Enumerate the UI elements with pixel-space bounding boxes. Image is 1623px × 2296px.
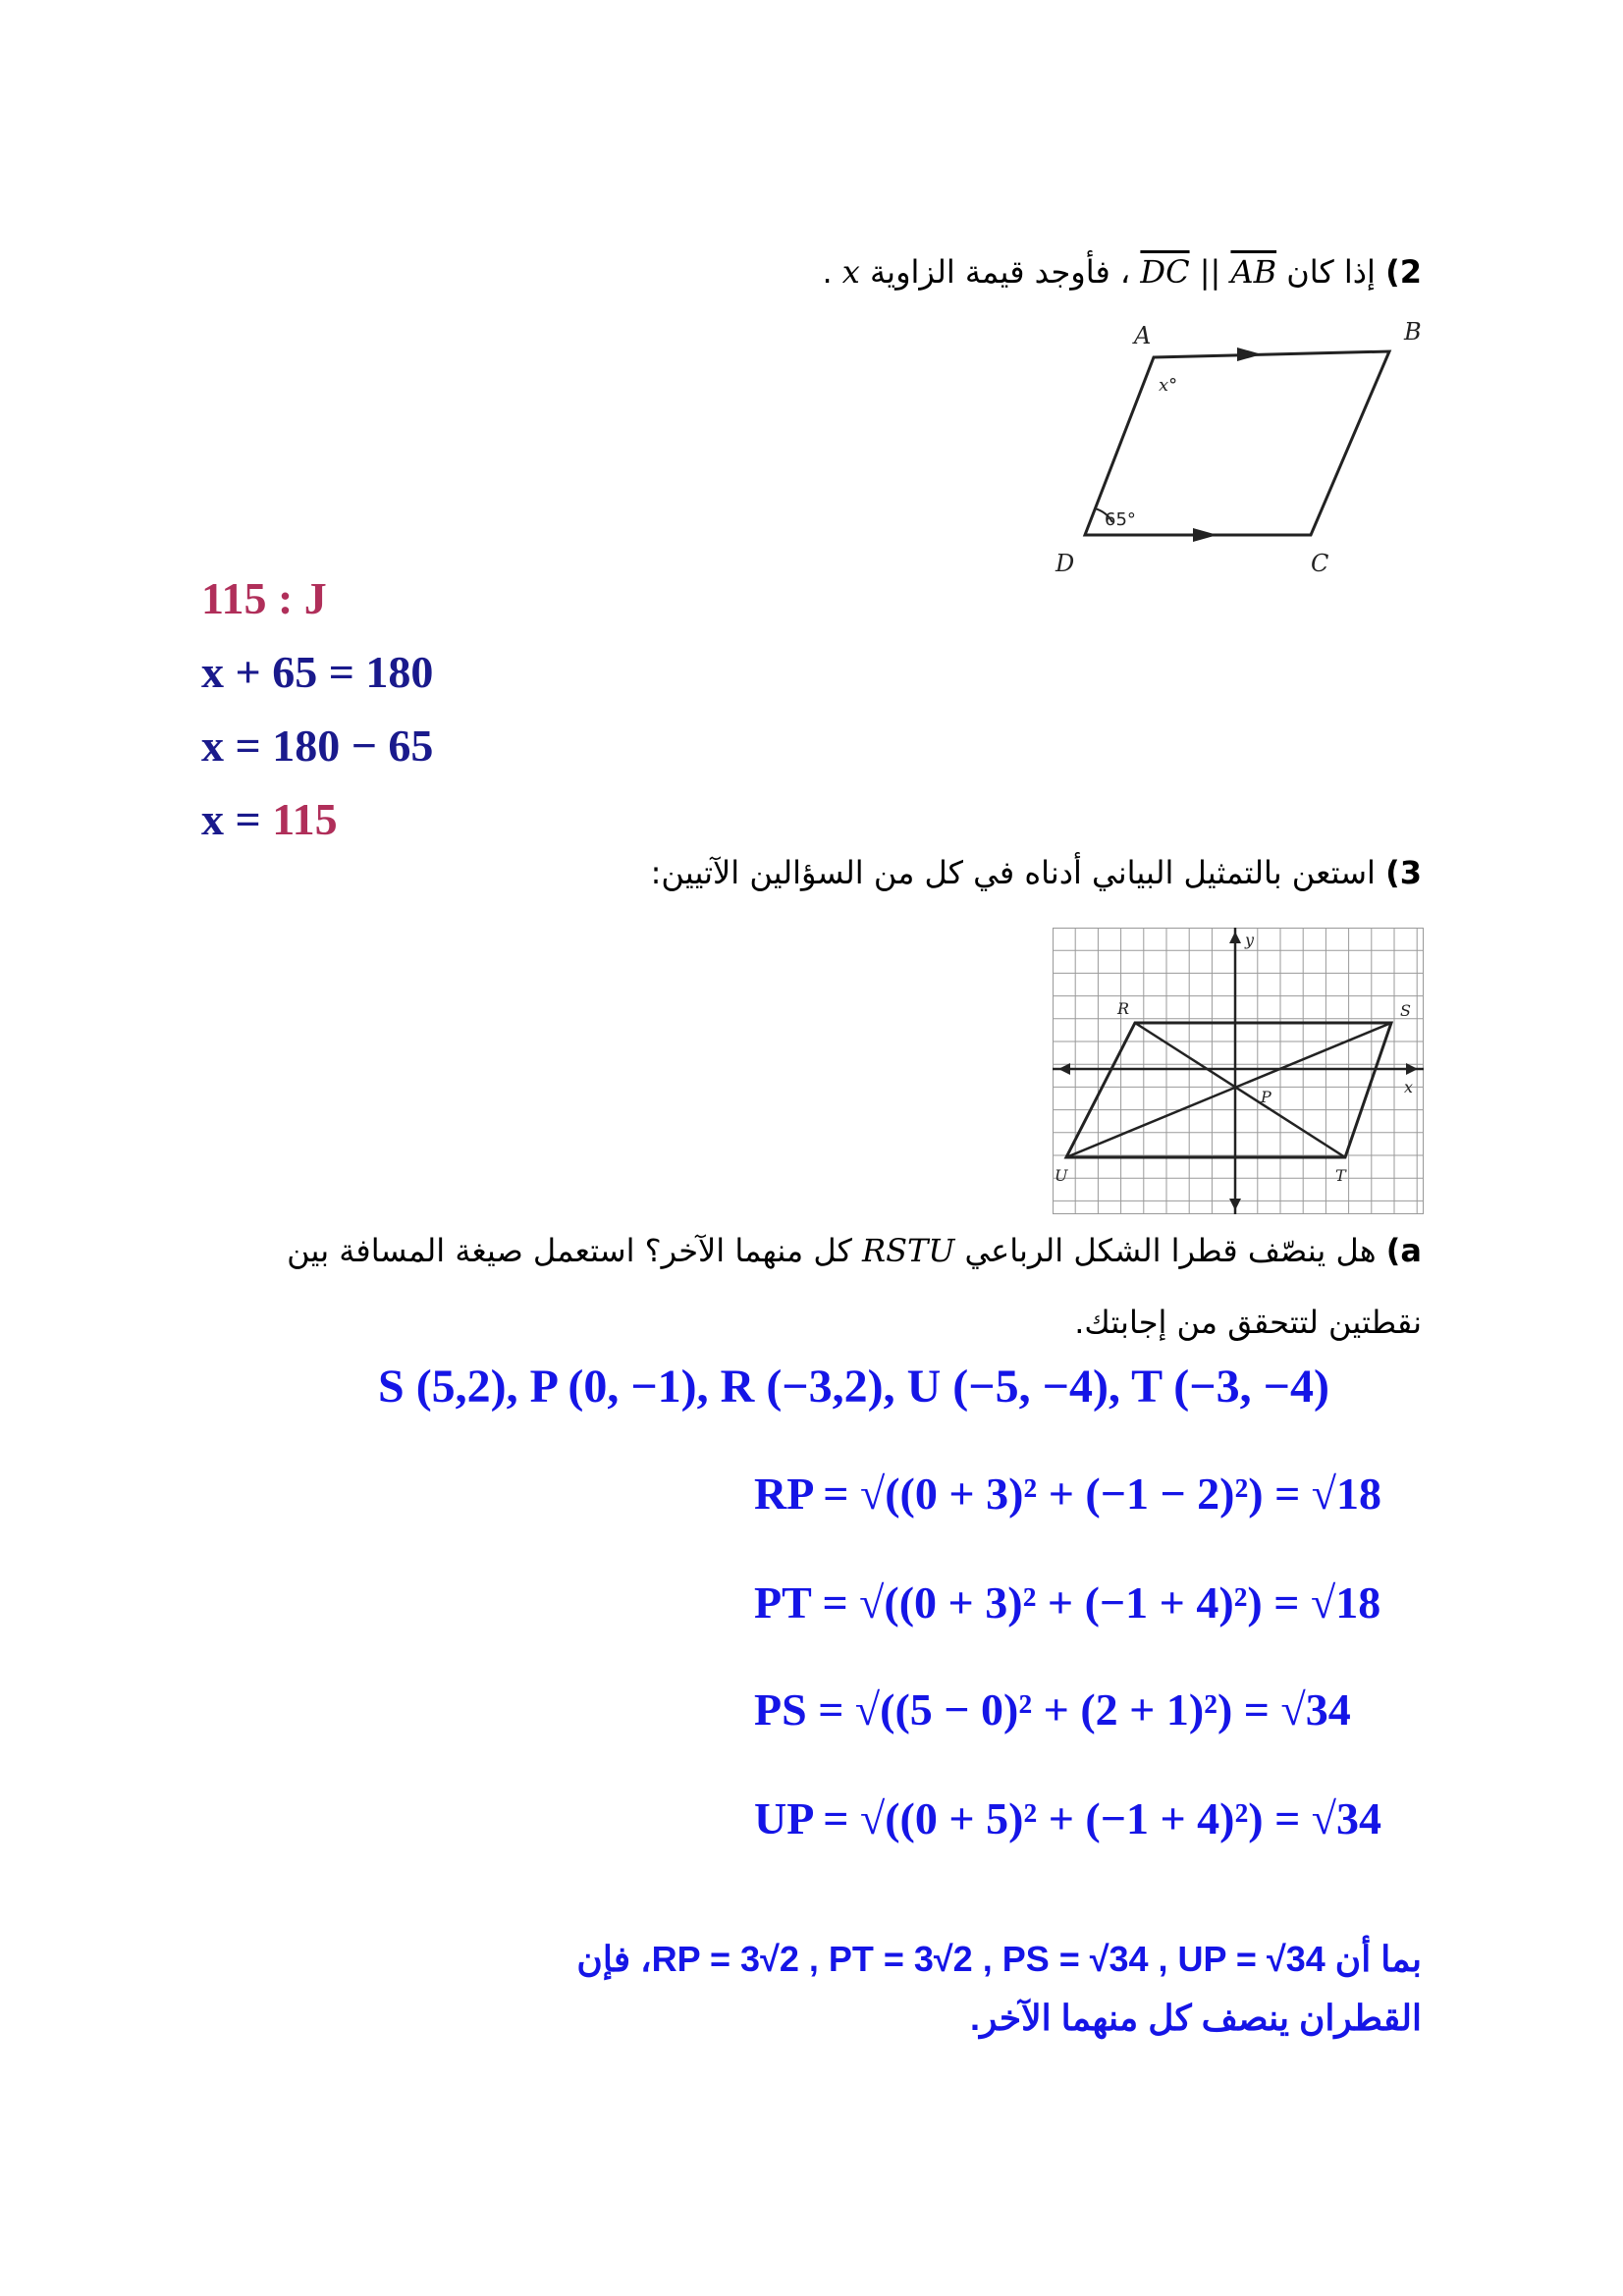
label-s: S <box>1400 1001 1411 1020</box>
question-text-mid: ، فأوجد قيمة الزاوية <box>859 253 1131 291</box>
label-p: P <box>1261 1088 1271 1106</box>
equation-line-3-value: 115 <box>272 794 338 844</box>
question-text-prefix: إذا كان <box>1276 253 1376 291</box>
question-text-2: كل منهما الآخر؟ استعمل صيغة المسافة بين <box>287 1232 862 1269</box>
segment-ab: $\overline{AB}$ <box>1230 253 1277 291</box>
equation-line-1: x + 65 = 180 <box>201 647 434 697</box>
label-y-axis: y <box>1245 931 1255 949</box>
label-c: C <box>1311 550 1329 574</box>
equation-line-3-prefix: x = <box>201 794 273 844</box>
parallelogram-figure <box>1026 314 1438 574</box>
question-number: 2) <box>1385 253 1422 291</box>
coordinates-line: S (5,2), P (0, −1), R (−3,2), U (−5, −4), T (−3, −4) <box>378 1361 1329 1413</box>
question-text: استعن بالتمثيل البياني أدناه في كل من السؤالين الآتيين: <box>650 854 1376 891</box>
segment-dc: $\overline{DC}$ <box>1140 253 1190 291</box>
distance-ps-name: PS <box>754 1684 807 1735</box>
distance-up <box>754 1792 1381 1844</box>
label-a: A <box>1134 322 1152 349</box>
conclusion-line-1: بما أن RP = 3√2 , PT = 3√2 , PS = √34 , UP = √34، فإن <box>576 1939 1422 1979</box>
distance-rp <box>754 1468 1381 1520</box>
conclusion-line-2: القطران ينصف كل منهما الآخر. <box>970 1998 1422 2038</box>
question-text-1: هل ينصّف قطرا الشكل الرباعي <box>954 1232 1377 1269</box>
angle-x-label: x° <box>1159 375 1178 396</box>
label-b: B <box>1404 318 1422 346</box>
shape-name: RSTU <box>861 1232 955 1269</box>
angle-65-label: 65° <box>1105 509 1136 530</box>
question-a <box>145 1232 1422 1269</box>
distance-ps-expr: = √((5 − 0)² + (2 + 1)²) = √34 <box>818 1684 1351 1735</box>
distance-rp-expr: = √((0 + 3)² + (−1 − 2)²) = √18 <box>823 1468 1382 1519</box>
question-number: 3) <box>1385 854 1422 891</box>
distance-pt <box>754 1576 1380 1629</box>
parallel-symbol: || <box>1189 253 1231 291</box>
equation-line-3 <box>201 793 338 845</box>
question-3 <box>342 854 1422 891</box>
distance-pt-name: PT <box>754 1577 811 1628</box>
label-r: R <box>1117 999 1130 1018</box>
distance-rp-name: RP <box>754 1468 812 1519</box>
answer-line: 115 : J <box>201 573 327 623</box>
label-d: D <box>1055 550 1075 574</box>
distance-ps <box>754 1683 1351 1735</box>
question-a-line-2: نقطتين لتتحقق من إجابتك. <box>1074 1304 1422 1341</box>
label-x-axis: x <box>1404 1078 1414 1096</box>
variable-x: x <box>841 253 860 291</box>
label-t: T <box>1335 1166 1346 1185</box>
distance-pt-expr: = √((0 + 3)² + (−1 + 4)²) = √18 <box>822 1577 1381 1628</box>
coordinate-grid-figure <box>1053 928 1424 1214</box>
question-text-end: . <box>822 253 833 291</box>
distance-up-name: UP <box>754 1793 812 1843</box>
label-u: U <box>1055 1166 1068 1185</box>
parallel-statement <box>1140 253 1276 291</box>
question-letter: a) <box>1385 1232 1422 1269</box>
question-2 <box>342 253 1422 291</box>
equation-line-2: x = 180 − 65 <box>201 721 434 771</box>
distance-up-expr: = √((0 + 5)² + (−1 + 4)²) = √34 <box>823 1793 1382 1843</box>
